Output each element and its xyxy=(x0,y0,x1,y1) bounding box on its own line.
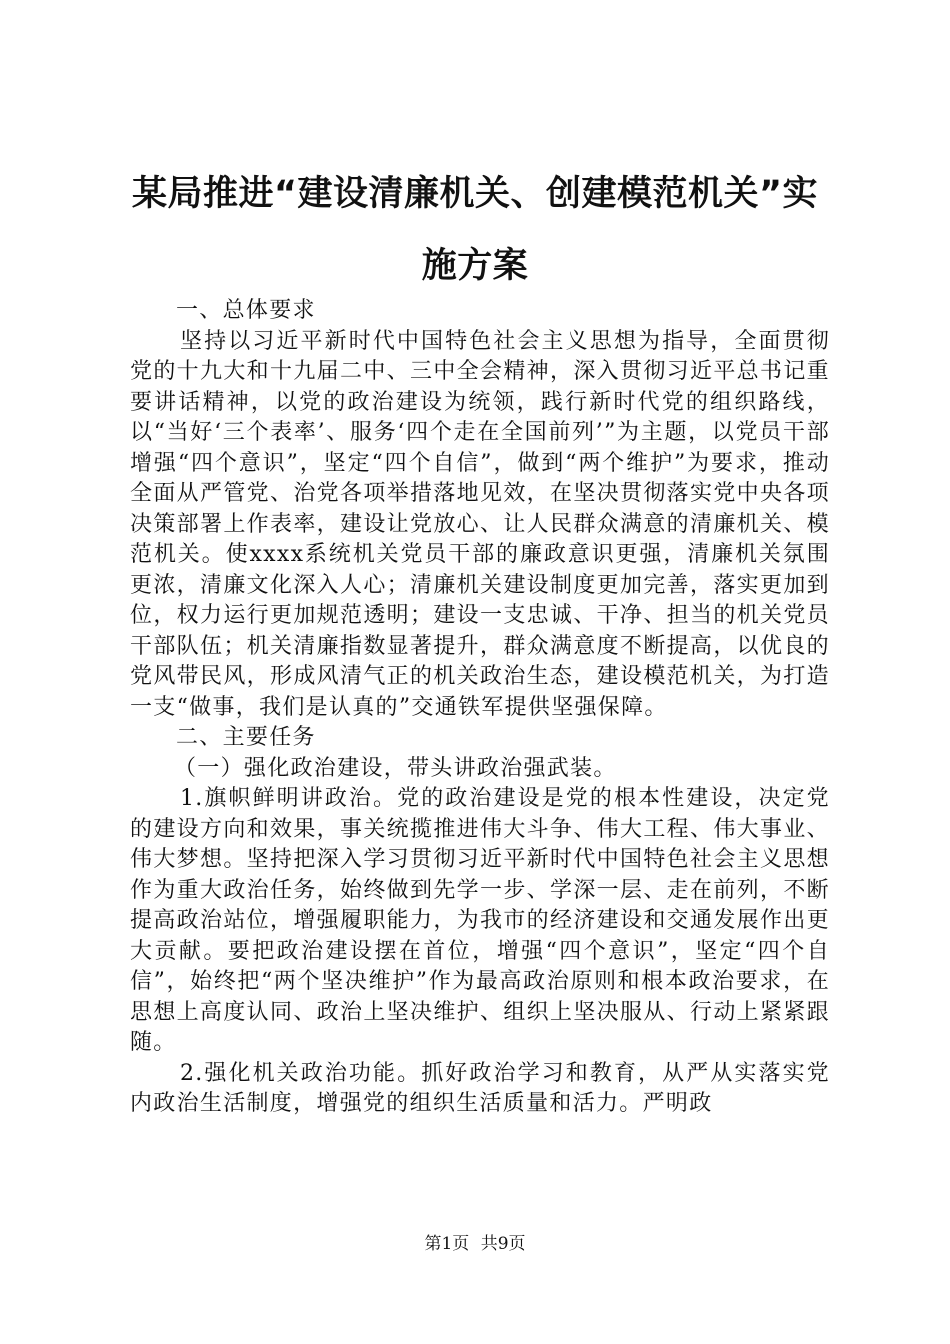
document-title: 某局推进“建设清廉机关、创建模范机关”实施方案 xyxy=(131,174,818,286)
document-body xyxy=(130,296,830,1120)
page-footer xyxy=(0,1232,950,1256)
page-total: 共9页 xyxy=(480,1234,526,1254)
page-number: 第1页 xyxy=(424,1234,470,1254)
subsection-heading: （一）强化政治建设，带头讲政治强武装。 xyxy=(174,755,617,781)
section-heading: 二、主要任务 xyxy=(176,725,316,750)
body-paragraph: 2.强化机关政治功能。抓好政治学习和教育，从严从实落实党内政治生活制度，增强党的组织生活质量和活力。严明政 xyxy=(130,1060,830,1116)
body-paragraph: 1.旗帜鲜明讲政治。党的政治建设是党的根本性建设，决定党的建设方向和效果，事关统揽推进伟大斗争、伟大工程、伟大事业、伟大梦想。坚持把深入学习贯彻习近平新时代中国特色社会主义思想作为重大政治任务，始终做到先学一步、学深一层、走在前列，不断提高政治站位，增强履职能力，为我市的经济建设和交通发展作出更大贡献。要把政治建设摆在首位，增强“四个意识”，坚定“四个自信”，始终把“两个坚决维护”作为最高政治原则和根本政治要求，在思想上高度认同、政治上坚决维护、组织上坚决服从、行动上紧紧跟随。 xyxy=(130,786,830,1055)
section-heading: 一、总体要求 xyxy=(176,298,316,323)
body-paragraph: 坚持以习近平新时代中国特色社会主义思想为指导，全面贯彻党的十九大和十九届二中、三中全会精神，深入贯彻习近平总书记重要讲话精神，以党的政治建设为统领，践行新时代党的组织路线，以“当好‘三个表率’、服务‘四个走在全国前列’”为主题，以党员干部增强“四个意识”，坚定“四个自信”，做到“两个维护”为要求，推动全面从严管党、治党各项举措落地见效，在坚决贯彻落实党中央各项决策部署上作表率，建设让党放心、让人民群众满意的清廉机关、模范机关。使xxxx系统机关党员干部的廉政意识更强，清廉机关氛围更浓，清廉文化深入人心；清廉机关建设制度更加完善，落实更加到位，权力运行更加规范透明；建设一支忠诚、干净、担当的机关党员干部队伍；机关清廉指数显著提升，群众满意度不断提高，以优良的党风带民风，形成风清气正的机关政治生态，建设模范机关，为打造一支“做事，我们是认真的”交通铁军提供坚强保障。 xyxy=(130,328,830,720)
